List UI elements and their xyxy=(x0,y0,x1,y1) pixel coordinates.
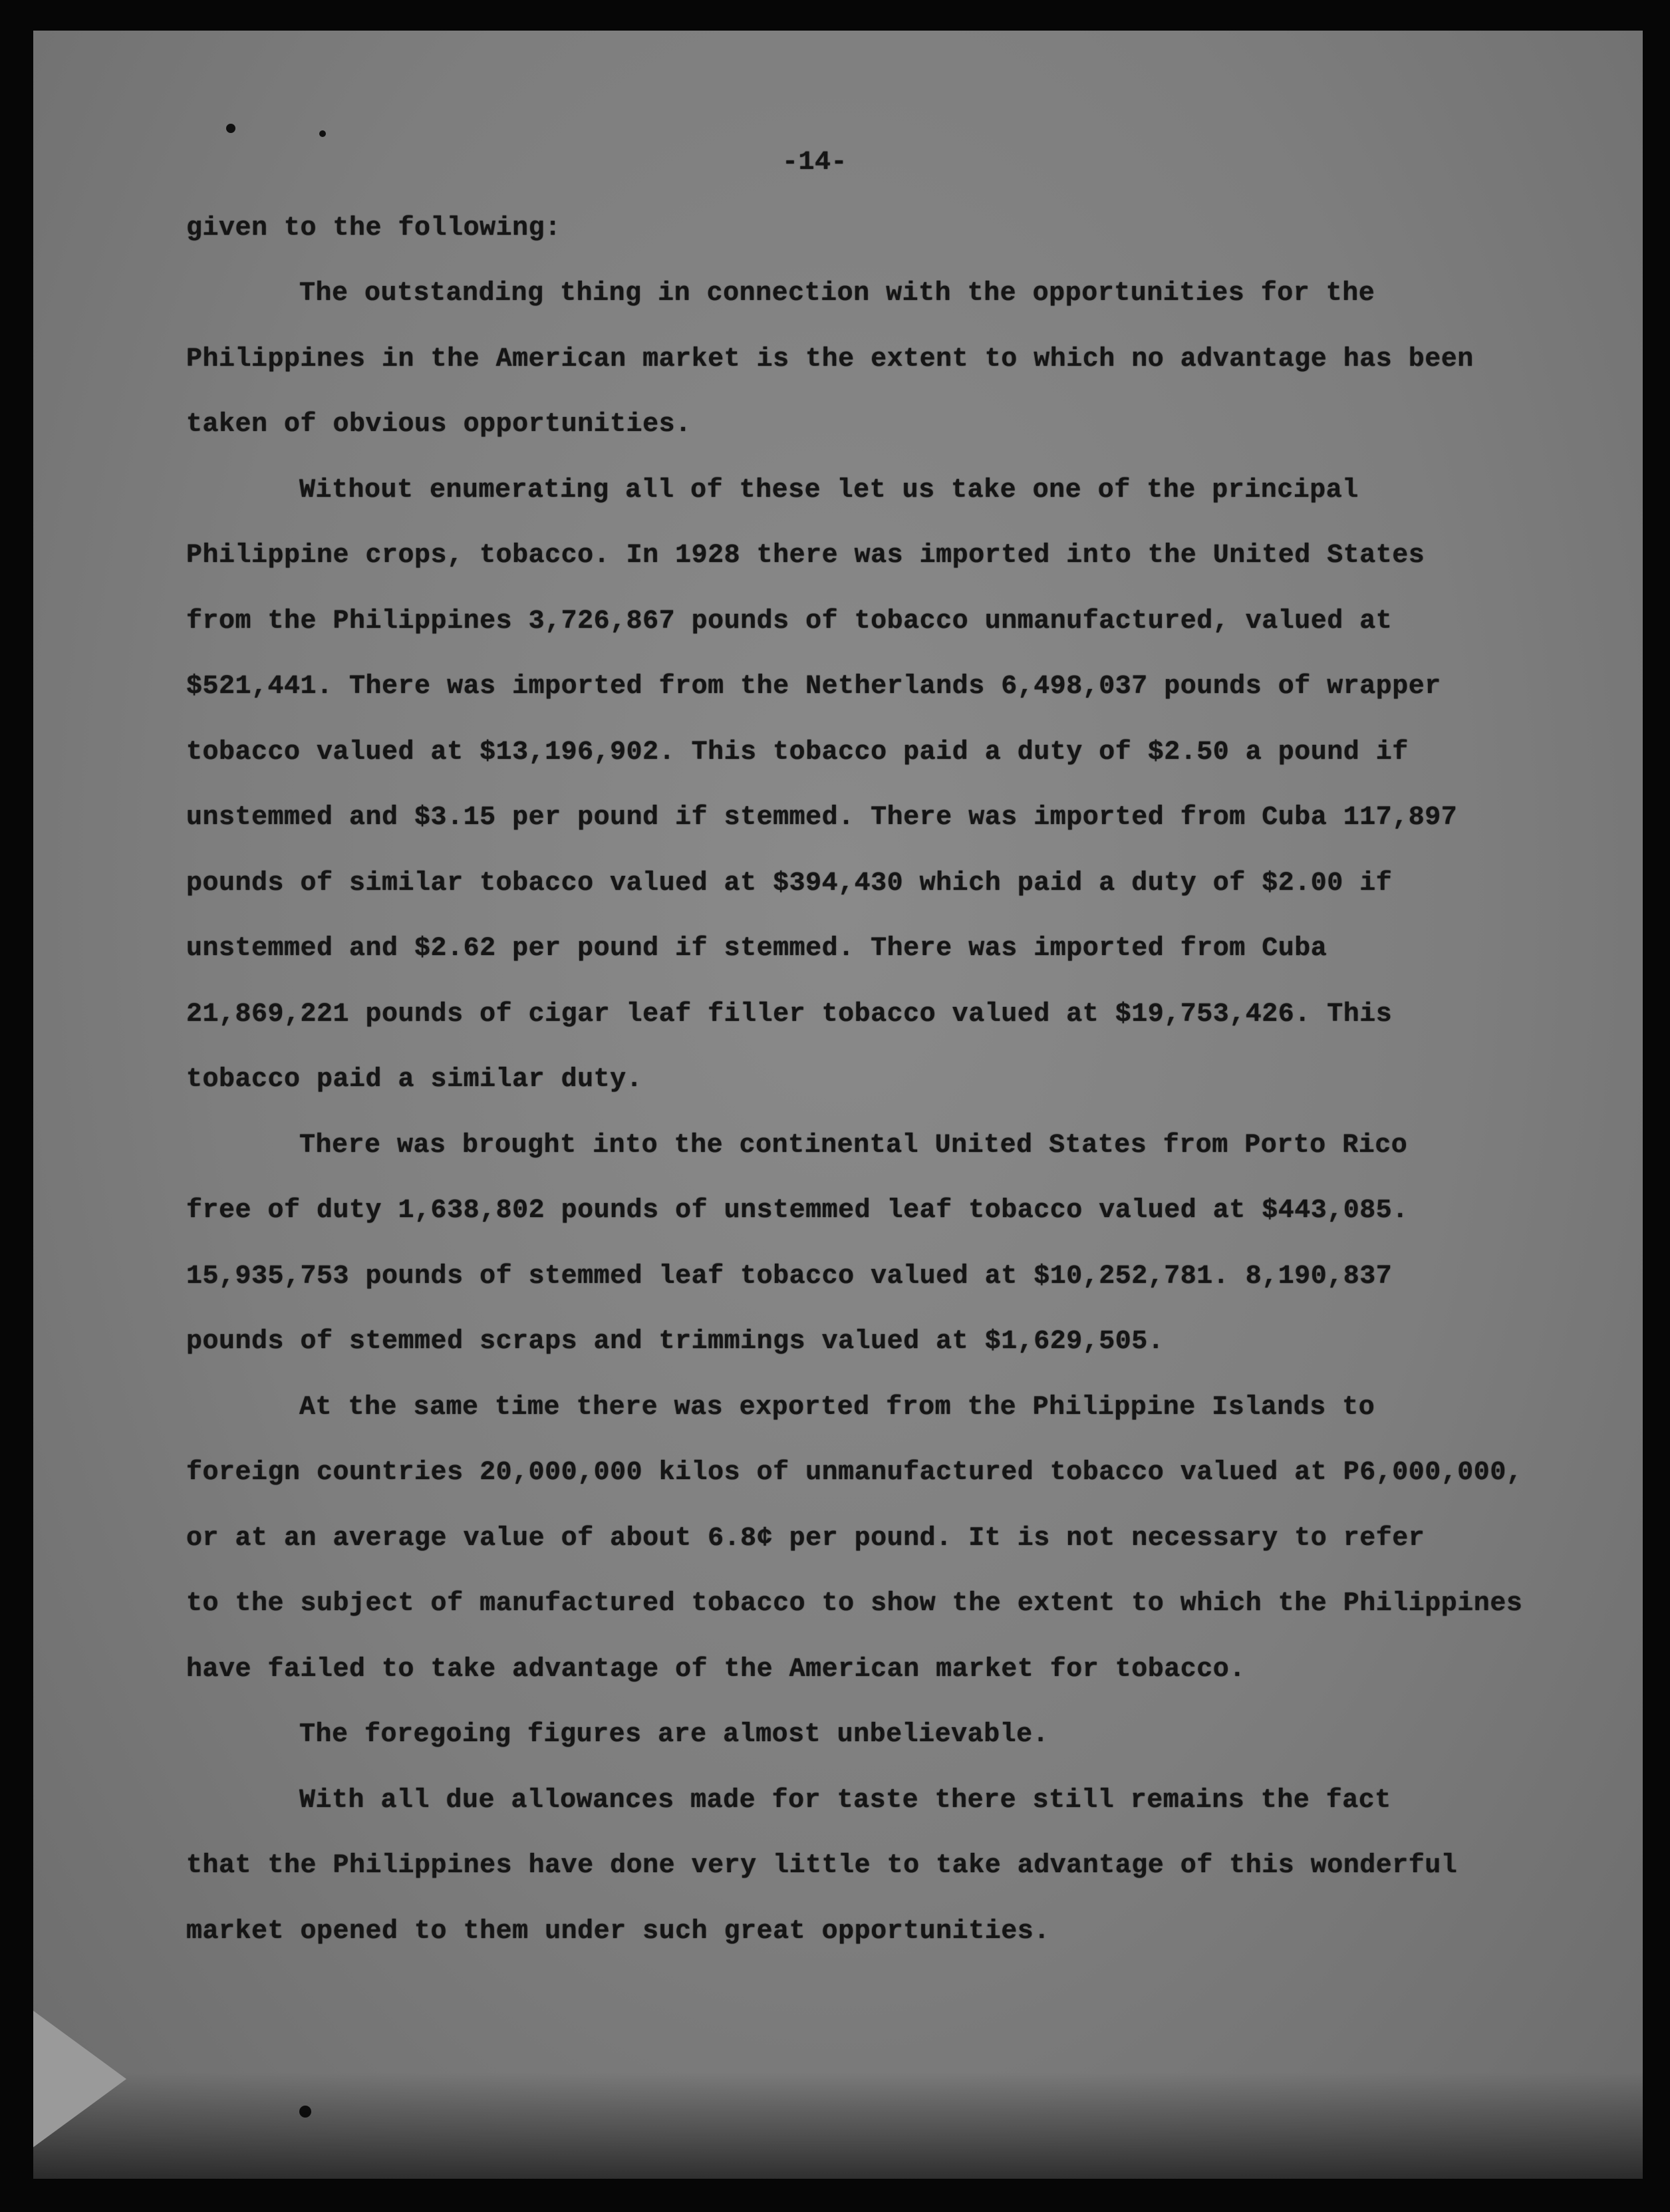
text-line: With all due allowances made for taste there still remains the fact xyxy=(299,1785,1391,1816)
text-line: Philippine crops, tobacco. In 1928 there was imported into the United States xyxy=(186,541,1425,571)
text-line: have failed to take advantage of the American market for tobacco. xyxy=(186,1654,1246,1685)
text-line: unstemmed and $3.15 per pound if stemmed. There was imported from Cuba 117,897 xyxy=(186,803,1458,833)
text-line: At the same time there was exported from the Philippine Islands to xyxy=(299,1392,1375,1423)
text-line: free of duty 1,638,802 pounds of unstemmed leaf tobacco valued at $443,085. xyxy=(186,1196,1409,1226)
text-line: Without enumerating all of these let us take one of the principal xyxy=(299,475,1359,505)
text-line: Philippines in the American market is the extent to which no advantage has been xyxy=(186,344,1474,374)
text-line: The foregoing figures are almost unbelievable. xyxy=(299,1720,1049,1750)
text-line: tobacco valued at $13,196,902. This tobacco paid a duty of $2.50 a pound if xyxy=(186,737,1409,767)
paper-sheet xyxy=(33,31,1643,2179)
folded-corner xyxy=(33,2006,126,2152)
text-line: tobacco paid a similar duty. xyxy=(186,1065,643,1095)
text-line: to the subject of manufactured tobacco to show the extent to which the Philippines xyxy=(186,1589,1523,1619)
text-line: 21,869,221 pounds of cigar leaf filler tobacco valued at $19,753,426. This xyxy=(186,999,1393,1030)
text-line: taken of obvious opportunities. xyxy=(186,410,692,440)
text-line: that the Philippines have done very little to take advantage of this wonderful xyxy=(186,1851,1458,1881)
typewritten-text xyxy=(186,130,1530,1965)
text-line: The outstanding thing in connection with the opportunities for the xyxy=(299,279,1375,309)
text-line: 15,935,753 pounds of stemmed leaf tobacco valued at $10,252,781. 8,190,837 xyxy=(186,1261,1393,1292)
text-line: or at an average value of about 6.8¢ per pound. It is not necessary to refer xyxy=(186,1523,1425,1554)
text-line: pounds of stemmed scraps and trimmings valued at $1,629,505. xyxy=(186,1327,1165,1357)
text-line: unstemmed and $2.62 per pound if stemmed. There was imported from Cuba xyxy=(186,934,1327,964)
text-line: from the Philippines 3,726,867 pounds of tobacco unmanufactured, valued at xyxy=(186,606,1393,636)
text-line: given to the following: xyxy=(186,213,561,243)
bottom-shadow xyxy=(33,2072,1643,2179)
text-line: $521,441. There was imported from the Netherlands 6,498,037 pounds of wrapper xyxy=(186,672,1441,702)
body-text xyxy=(186,196,1530,1965)
page-number: -14- xyxy=(781,148,847,178)
text-line: market opened to them under such great opportunities. xyxy=(186,1916,1050,1947)
text-line: pounds of similar tobacco valued at $394,430 which paid a duty of $2.00 if xyxy=(186,868,1393,899)
text-line: foreign countries 20,000,000 kilos of unmanufactured tobacco valued at P6,000,000, xyxy=(186,1458,1523,1488)
text-line: There was brought into the continental United States from Porto Rico xyxy=(299,1130,1408,1161)
